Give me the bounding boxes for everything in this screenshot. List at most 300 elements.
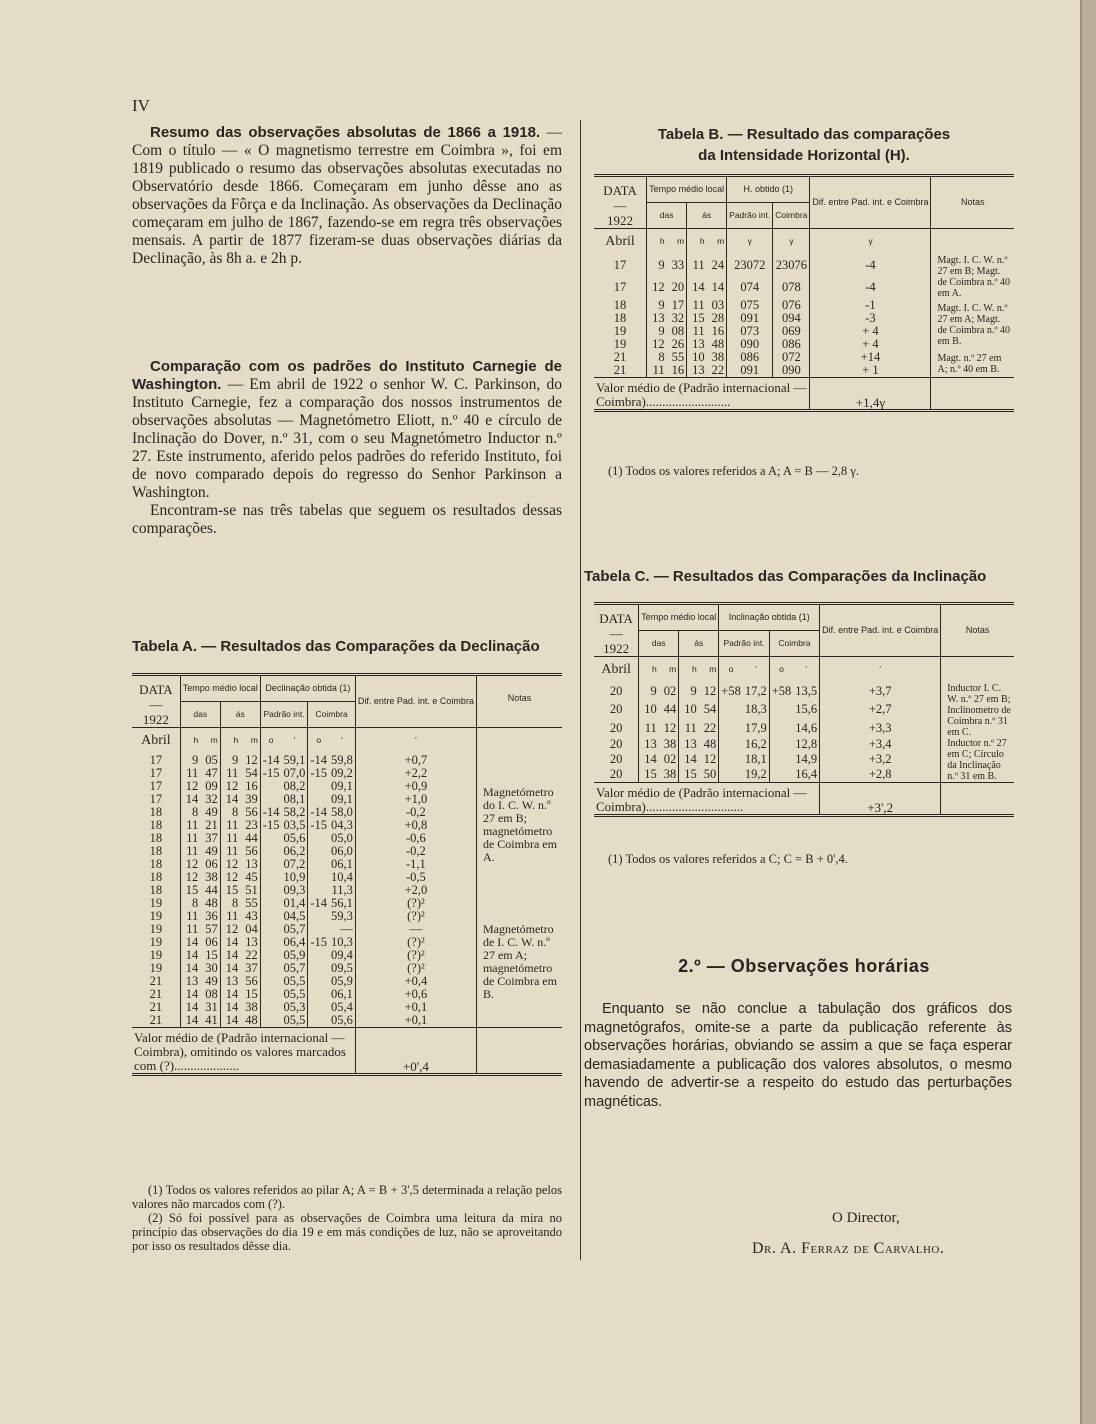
table-cell: 15 <box>639 767 659 782</box>
table-cell: 13 <box>220 975 240 988</box>
table-cell: 30 <box>205 960 218 975</box>
table-cell <box>260 897 281 910</box>
col-notas: Notas <box>941 604 1014 657</box>
table-b-mean-value: +1,4γ <box>810 377 931 410</box>
table-cell: 09,1 <box>331 791 353 806</box>
table-cell: 08 <box>671 323 685 338</box>
table-cell: 21 <box>149 999 163 1014</box>
table-cell <box>769 752 793 767</box>
col-das: das <box>639 631 679 657</box>
table-row <box>132 897 562 910</box>
table-cell: 55 <box>245 895 258 910</box>
table-cell: 06,1 <box>331 856 353 871</box>
table-cell: 075 <box>727 299 773 312</box>
table-cell: 23 <box>245 817 258 832</box>
table-note: Magt. n.º 27 em A; n.º 40 em B. <box>931 351 1014 378</box>
table-cell: +0,1 <box>355 1014 476 1028</box>
table-cell: 10,9 <box>283 869 306 884</box>
table-cell: 19 <box>613 336 627 351</box>
table-cell: +0,8 <box>355 819 476 832</box>
col-padrao: Padrão int. <box>727 203 773 229</box>
table-cell: 12 <box>647 277 667 299</box>
table-cell: 47 <box>205 765 218 780</box>
table-row <box>594 738 1014 753</box>
table-cell: 13 <box>245 856 258 871</box>
table-row <box>132 754 562 767</box>
table-cell: 10,4 <box>331 869 353 884</box>
month-label: Abril <box>605 234 635 250</box>
table-cell: 56 <box>245 804 258 819</box>
table-cell: 19 <box>149 895 163 910</box>
table-cell: 13 <box>245 934 258 949</box>
table-cell: 19 <box>613 323 627 338</box>
table-cell: +0,1 <box>355 1001 476 1014</box>
table-cell: 11 <box>220 832 240 845</box>
table-cell: 56 <box>245 973 258 988</box>
table-cell <box>769 767 793 782</box>
table-cell: 11 <box>180 819 200 832</box>
table-cell: 05,6 <box>283 830 306 845</box>
table-cell: 01,4 <box>283 895 306 910</box>
table-cell: 14 <box>220 1001 240 1014</box>
table-cell: 13 <box>647 312 667 325</box>
table-cell: 56,1 <box>331 895 353 910</box>
col-dif: Dif. entre Pad. int. e Coimbra <box>355 675 476 728</box>
table-c-caption: Tabela C. — Resultados das Comparações da Inclinação <box>584 568 987 585</box>
table-a-mean-value: +0',4 <box>355 1027 476 1074</box>
table-cell: 17 <box>149 765 163 780</box>
table-cell: 20 <box>671 280 685 294</box>
table-cell: 11 <box>180 767 200 780</box>
hourly-heading: 2.º — Observações horárias <box>678 956 930 976</box>
table-cell: 05,7 <box>283 921 306 936</box>
table-cell: 12 <box>663 720 677 735</box>
table-cell: 05,3 <box>283 999 306 1014</box>
table-cell: +3,3 <box>820 719 941 737</box>
table-cell: +2,8 <box>820 767 941 782</box>
table-cell: 12,8 <box>795 737 818 752</box>
table-cell: 14 <box>180 988 200 1001</box>
table-note: Magt. I. C. W. n.º 27 em A; Magt. de Coimbra n.º 40 em B. <box>931 299 1014 351</box>
table-cell: 11 <box>220 845 240 858</box>
comparison-text2: Encontram-se nas três tabelas que seguem os resultados dessas comparações. <box>132 502 562 537</box>
col-dif: Dif. entre Pad. int. e Coimbra <box>820 604 941 657</box>
table-cell <box>260 988 281 1001</box>
table-cell: 49 <box>205 843 218 858</box>
table-cell: 04,5 <box>283 908 306 923</box>
table-c-mean-value: +3',2 <box>820 782 941 815</box>
table-cell: 11 <box>639 719 659 737</box>
table-cell: +0,9 <box>355 780 476 793</box>
comparison-paragraph <box>132 358 562 538</box>
table-cell: — <box>355 923 476 936</box>
comparison-heading: Comparação com os padrões do Instituto Carnegie de Washington. <box>132 358 562 393</box>
table-cell: 12 <box>180 780 200 793</box>
table-cell: 16 <box>711 323 725 338</box>
intro-paragraph <box>132 124 562 268</box>
table-cell <box>308 1001 329 1014</box>
table-cell: 58,0 <box>331 804 353 819</box>
table-cell: 44 <box>245 830 258 845</box>
table-cell: 23076 <box>773 255 810 277</box>
table-cell: 13 <box>639 738 659 753</box>
col-as: ás <box>220 702 260 728</box>
column-divider <box>580 120 581 1260</box>
table-cell: 05,9 <box>331 973 353 988</box>
table-cell: 03,5 <box>283 817 306 832</box>
table-cell: 38 <box>663 737 677 752</box>
table-cell: 12 <box>180 858 200 871</box>
table-a: DATA — 1922 Tempo médio local Declinação obtida (1) Dif. entre Pad. int. e Coimbra Notas das ás Padrão int. Coimbra Abril h m h m o ' o ' ' 17 9 05 9 12 -14 59,1 -14 59,8 +0,7 Magnetómetro do I. C. W. n.º 27 em B; magnetómetro de Coimbra em A. 17 11 47 11 54 -15 07,0 -15 09,2 +2,2 17 12 09 12 16 08,2 09,1 +0,9 17 14 32 14 39 08,1 09,1 +1,0 18 8 49 8 56 -14 58,2 -14 58,0 -0,2 18 11 21 11 23 -15 03,5 -15 04,3 +0,8 18 11 37 11 44 05,6 05,0 -0,6 18 11 49 11 56 06,2 06,0 -0,2 18 12 06 12 13 07,2 06,1 -1,1 18 12 38 12 45 10,9 10,4 -0,5 18 15 44 15 51 09,3 11,3 +2,0 19 8 48 8 55 01,4 -14 56,1 (?)² Magnetómetro de I. C. W. n.º 27 em A; magnetómetro de Coimbra em B. 19 11 36 11 43 04,5 59,3 (?)² 19 11 57 12 04 05,7 — — 19 14 06 14 13 06,4 -15 10,3 (?)² 19 14 15 14 22 05,9 09,4 (?)² 19 14 30 14 37 05,7 09,5 (?)² 21 13 49 13 56 05,5 05,9 +0,4 21 14 08 14 15 05,5 06,1 +0,6 21 14 31 14 38 05,3 05,4 +0,1 21 14 41 14 48 05,5 05,6 +0,1 Valor médio de (Padrão internacional — Coimbra), omitindo os valores marcados com (?).................... +0',4 <box>132 673 562 1078</box>
table-cell: 9 <box>647 325 667 338</box>
table-cell: 03 <box>711 297 725 312</box>
table-cell: 18 <box>613 297 627 312</box>
table-cell: 05 <box>205 752 218 767</box>
table-cell: -0,2 <box>355 806 476 819</box>
col-notas: Notas <box>931 176 1014 229</box>
table-cell: 12 <box>703 684 717 699</box>
table-cell: 51 <box>245 882 258 897</box>
table-cell: 43 <box>245 908 258 923</box>
table-cell <box>719 738 743 753</box>
table-cell <box>260 1014 281 1028</box>
table-cell: 06 <box>205 934 218 949</box>
table-cell: 18,3 <box>744 702 767 717</box>
table-cell: 13 <box>687 338 707 351</box>
intro-heading: Resumo das observações absolutas de 1866 a 1918. <box>150 124 541 141</box>
table-cell: 17 <box>613 280 627 294</box>
table-cell: 48 <box>703 737 717 752</box>
table-cell: 37 <box>205 830 218 845</box>
table-cell: 20 <box>609 751 623 766</box>
table-cell: 05,0 <box>331 830 353 845</box>
table-cell: 11 <box>220 819 240 832</box>
table-cell: 04,3 <box>331 817 353 832</box>
table-cell: 14 <box>220 793 240 806</box>
table-cell <box>719 719 743 737</box>
table-cell: 11 <box>180 910 200 923</box>
table-cell: 8 <box>647 351 667 364</box>
table-cell: 41 <box>205 1012 218 1027</box>
month-label: Abril <box>601 662 631 678</box>
table-cell: 14 <box>639 752 659 767</box>
table-cell: 074 <box>727 277 773 299</box>
table-cell: 14 <box>220 1014 240 1028</box>
table-cell: 09,5 <box>331 960 353 975</box>
table-cell: 26 <box>671 336 685 351</box>
table-cell <box>260 936 281 949</box>
table-cell: 06,0 <box>331 843 353 858</box>
table-cell: 19 <box>149 934 163 949</box>
table-cell: 091 <box>727 364 773 378</box>
table-cell: 10 <box>639 701 659 719</box>
table-cell <box>308 949 329 962</box>
table-cell: -14 <box>260 806 281 819</box>
table-cell: 8 <box>220 897 240 910</box>
table-cell: 59,1 <box>283 752 306 767</box>
table-cell: 22 <box>711 362 725 377</box>
table-cell: 11 <box>180 832 200 845</box>
table-cell: 28 <box>711 310 725 325</box>
table-cell: 9 <box>647 299 667 312</box>
table-cell: +58 <box>769 683 793 701</box>
table-cell: 45 <box>245 869 258 884</box>
table-cell: 37 <box>245 960 258 975</box>
page-edge <box>1080 0 1096 1424</box>
table-cell: 091 <box>727 312 773 325</box>
table-cell: 21 <box>149 986 163 1001</box>
table-cell <box>260 871 281 884</box>
table-note: Magt. I. C. W. n.º 27 em B; Magt. de Coimbra n.º 40 em A. <box>931 255 1014 299</box>
intro-text: — Com o título — « O magnetismo terrestre em Coimbra », foi em 1819 publicado o resumo das observações absolutas executadas no Observatório desde 1866. Começaram em junho dêsse ano as observações da Fôrça e da Inclinação. As observações da Declinação começaram em julho de 1867, fazendo-se em regra três observações mensais. A partir de 1877 fizeram-se duas observações diárias da Declinação, às 8h a. e 2h p. <box>132 124 562 267</box>
col-coimbra: Coimbra <box>773 203 810 229</box>
table-cell: 090 <box>727 338 773 351</box>
table-note: Magnetómetro de I. C. W. n.º 27 em A; magnetómetro de Coimbra em B. <box>476 897 562 1028</box>
table-cell: 05,7 <box>283 960 306 975</box>
table-cell <box>308 962 329 975</box>
table-cell <box>769 701 793 719</box>
table-cell: 09 <box>205 778 218 793</box>
table-cell: 16,4 <box>795 766 818 781</box>
table-c-mean-label: Valor médio de (Padrão internacional — Coimbra).............................. <box>596 784 807 814</box>
table-cell: -4 <box>810 277 931 299</box>
col-padrao: Padrão int. <box>260 702 308 728</box>
table-cell: 55 <box>671 349 685 364</box>
col-coimbra: Coimbra <box>308 702 356 728</box>
table-cell: 32 <box>205 791 218 806</box>
table-cell: 38 <box>663 766 677 781</box>
table-cell: 18 <box>149 843 163 858</box>
table-cell: 18,1 <box>744 751 767 766</box>
table-cell <box>308 1014 329 1028</box>
table-cell: 073 <box>727 325 773 338</box>
table-cell: 08,1 <box>283 791 306 806</box>
table-cell <box>308 910 329 923</box>
col-dif: Dif. entre Pad. int. e Coimbra <box>810 176 931 229</box>
table-cell: -14 <box>308 754 329 767</box>
table-cell: 19 <box>149 947 163 962</box>
table-cell: +3,4 <box>820 738 941 753</box>
table-cell: 11 <box>180 923 200 936</box>
table-c-footnote: (1) Todos os valores referidos a C; C = B + 0',4. <box>608 852 848 866</box>
table-cell: 9 <box>639 683 659 701</box>
col-tempo: Tempo médio local <box>639 604 719 631</box>
table-cell: 10 <box>687 351 707 364</box>
table-cell <box>260 884 281 897</box>
table-cell: +2,7 <box>820 701 941 719</box>
table-cell: 14 <box>687 277 707 299</box>
table-cell: 56 <box>245 843 258 858</box>
table-cell: (?)² <box>355 962 476 975</box>
table-cell: 08,2 <box>283 778 306 793</box>
table-cell: 16,2 <box>744 737 767 752</box>
table-cell: 20 <box>609 766 623 781</box>
table-cell: -14 <box>260 754 281 767</box>
table-cell <box>308 845 329 858</box>
col-coimbra: Coimbra <box>769 631 819 657</box>
table-cell: 14 <box>180 962 200 975</box>
table-cell: 17 <box>149 752 163 767</box>
col-tempo: Tempo médio local <box>647 176 727 203</box>
table-cell: 8 <box>180 897 200 910</box>
table-cell: -0,5 <box>355 871 476 884</box>
table-cell: 07,0 <box>283 765 306 780</box>
table-cell: 06,1 <box>331 986 353 1001</box>
table-cell: 24 <box>711 258 725 272</box>
table-cell: 12 <box>220 871 240 884</box>
table-cell: 59,3 <box>331 908 353 923</box>
comparison-text: — Em abril de 1922 o senhor W. C. Parkinson, do Instituto Carnegie, fez a comparação dos nossos instrumentos de observações absolutas — Magnetómetro Eliott, n.º 40 e círculo de Inclinação do Dover, n.º 31, com o seu Magnetómetro Inductor n.º 27. Este instrumento, aferido pelos padrões do referido Instituto, foi de novo comparado depois do regresso do Senhor Parkinson a Washington. <box>132 376 562 501</box>
table-cell: 38 <box>205 869 218 884</box>
table-cell <box>769 719 793 737</box>
table-cell: 14 <box>180 1001 200 1014</box>
table-cell: -0,6 <box>355 832 476 845</box>
table-a-footnote-2: (2) Só foi possível para as observações de Coimbra uma leitura da mira no princípio das observações do dia 19 e em más condições de luz, não se aproveitando por isso os resultados dêsse dia. <box>132 1211 562 1253</box>
table-cell: 10 <box>679 701 699 719</box>
table-row <box>594 351 1014 364</box>
table-cell: -14 <box>308 806 329 819</box>
table-cell: 09,2 <box>331 765 353 780</box>
table-cell: (?)² <box>355 897 476 910</box>
table-cell: 12 <box>220 923 240 936</box>
table-a-mean-label: Valor médio de (Padrão internacional — Coimbra), omitindo os valores marcados com (?).................... <box>134 1029 346 1073</box>
table-cell: 15,6 <box>795 702 818 717</box>
table-cell: 14 <box>220 962 240 975</box>
table-cell <box>308 988 329 1001</box>
table-cell: -15 <box>308 767 329 780</box>
table-cell: 20 <box>609 737 623 752</box>
table-cell: 17,2 <box>744 684 767 699</box>
table-cell: 38 <box>711 349 725 364</box>
table-cell: 32 <box>671 310 685 325</box>
table-cell: 05,5 <box>283 1012 306 1027</box>
table-cell: 14 <box>711 280 725 294</box>
table-cell: -1 <box>810 299 931 312</box>
table-cell: 11,3 <box>331 882 353 897</box>
month-label: Abril <box>141 733 171 749</box>
table-cell: 12 <box>220 780 240 793</box>
table-cell <box>260 949 281 962</box>
table-cell: 15 <box>679 767 699 782</box>
table-cell: 12 <box>180 871 200 884</box>
table-cell: 11 <box>180 845 200 858</box>
table-a-caption: Tabela A. — Resultados das Comparações da Declinação <box>132 638 540 655</box>
table-cell: 18 <box>149 804 163 819</box>
table-cell: 14,6 <box>795 720 818 735</box>
table-cell: 07,2 <box>283 856 306 871</box>
table-cell: 13,5 <box>795 684 818 699</box>
table-cell <box>769 738 793 753</box>
table-cell: 14 <box>220 988 240 1001</box>
table-cell: 11 <box>679 719 699 737</box>
table-cell: -1,1 <box>355 858 476 871</box>
table-cell: +3,2 <box>820 752 941 767</box>
table-cell: 17 <box>613 258 627 272</box>
table-cell: 14 <box>220 949 240 962</box>
table-cell: 17 <box>671 297 685 312</box>
table-cell: 15 <box>220 884 240 897</box>
table-cell <box>719 701 743 719</box>
table-cell: — <box>340 921 353 936</box>
table-cell: 086 <box>727 351 773 364</box>
table-cell: 02 <box>663 751 677 766</box>
table-cell: -15 <box>308 819 329 832</box>
table-cell: 12 <box>245 752 258 767</box>
table-cell: 14 <box>180 793 200 806</box>
table-b: DATA — 1922 Tempo médio local H. obtido (1) Dif. entre Pad. int. e Coimbra Notas das ás Padrão int. Coimbra Abril h m h m γ γ γ 17 9 33 11 24 23072 23076 -4 Magt. I. C. W. n.º 27 em B; Magt. de Coimbra n.º 40 em A. 17 12 20 14 14 074 078 -4 18 9 17 11 03 075 076 -1 Magt. I. C. W. n.º 27 em A; Magt. de Coimbra n.º 40 em B. 18 13 32 15 28 091 094 -3 19 9 08 11 16 073 069 + 4 19 12 26 13 48 090 086 + 4 21 8 55 10 38 086 072 +14 Magt. n.º 27 em A; n.º 40 em B. 21 11 16 13 22 091 090 + 1 Valor médio de (Padrão internacional — Coimbra).......................... +1,4γ <box>594 174 1014 414</box>
table-cell: -14 <box>308 897 329 910</box>
col-das: das <box>180 702 220 728</box>
table-cell: 22 <box>703 720 717 735</box>
table-note: Inductor n.º 27 em C; Círculo da Inclinação n.º 31 em B. <box>941 738 1014 783</box>
table-cell: 39 <box>245 791 258 806</box>
table-cell: +14 <box>810 351 931 364</box>
table-cell: 48 <box>245 1012 258 1027</box>
table-row <box>594 299 1014 312</box>
table-cell: 16 <box>245 778 258 793</box>
table-cell: 49 <box>205 973 218 988</box>
table-cell <box>260 975 281 988</box>
table-cell: 14 <box>180 949 200 962</box>
table-cell: 11 <box>220 910 240 923</box>
table-cell <box>308 780 329 793</box>
table-cell: 11 <box>647 364 667 378</box>
table-cell: 05,6 <box>331 1012 353 1027</box>
table-cell: 54 <box>703 702 717 717</box>
table-cell <box>260 793 281 806</box>
table-cell: 06,2 <box>283 843 306 858</box>
col-as: ás <box>687 203 727 229</box>
table-cell: 12 <box>703 751 717 766</box>
table-cell: 15 <box>687 312 707 325</box>
table-cell <box>719 752 743 767</box>
table-row <box>594 683 1014 701</box>
table-cell: 21 <box>205 817 218 832</box>
table-cell: 15 <box>180 884 200 897</box>
table-c: DATA — 1922 Tempo médio local Inclinação obtida (1) Dif. entre Pad. int. e Coimbra Notas das ás Padrão int. Coimbra Abril h m h m o ' o ' ' 20 9 02 9 12 +58 17,2 +58 13,5 +3,7 Inductor I. C. W. n.º 27 em B; Inclinometro de Coimbra n.º 31 em C. 20 10 44 10 54 18,3 15,6 +2,7 20 11 12 11 22 17,9 14,6 +3,3 20 13 38 13 48 16,2 12,8 +3,4 Inductor n.º 27 em C; Círculo da Inclinação n.º 31 em B. 20 14 02 14 12 18,1 14,9 +3,2 20 15 38 15 50 19,2 16,4 +2,8 Valor médio de (Padrão internacional — Coimbra).............................. +3',2 <box>594 602 1014 819</box>
table-cell: 08 <box>205 986 218 1001</box>
col-data: DATA — 1922 <box>599 611 633 656</box>
col-data: DATA — 1922 <box>603 183 637 228</box>
table-cell: 17,9 <box>744 720 767 735</box>
table-cell: 14 <box>180 936 200 949</box>
table-cell: 18 <box>149 882 163 897</box>
table-cell: 54 <box>245 765 258 780</box>
table-cell: 05,9 <box>283 947 306 962</box>
col-obtida: Declinação obtida (1) <box>260 675 355 702</box>
table-cell <box>260 780 281 793</box>
table-cell <box>260 1001 281 1014</box>
table-cell: 13 <box>679 738 699 753</box>
table-cell: 17 <box>149 778 163 793</box>
table-cell: 06 <box>205 856 218 871</box>
table-cell: +0,6 <box>355 988 476 1001</box>
table-note: Magnetómetro do I. C. W. n.º 27 em B; magnetómetro de Coimbra em A. <box>476 754 562 897</box>
col-as: ás <box>679 631 719 657</box>
table-cell: -15 <box>260 819 281 832</box>
table-b-footnote: (1) Todos os valores referidos a A; A = B — 2,8 γ. <box>608 464 860 478</box>
table-cell <box>260 845 281 858</box>
table-cell: 58,2 <box>283 804 306 819</box>
col-obtida: H. obtido (1) <box>727 176 810 203</box>
table-cell: +0,4 <box>355 975 476 988</box>
table-cell <box>308 975 329 988</box>
col-obtida: Inclinação obtida (1) <box>719 604 820 631</box>
table-b-caption: Tabela B. — Resultado das comparações da Intensidade Horizontal (H). <box>657 126 951 164</box>
table-cell: 9 <box>180 754 200 767</box>
table-cell: 18 <box>149 817 163 832</box>
table-note: Inductor I. C. W. n.º 27 em B; Inclinometro de Coimbra n.º 31 em C. <box>941 683 1014 738</box>
